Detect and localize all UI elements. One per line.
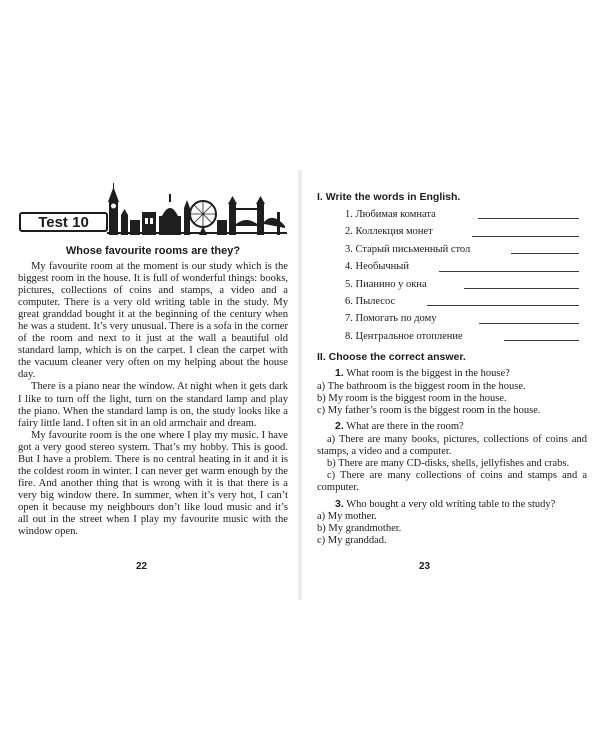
answer-line[interactable] xyxy=(504,340,579,341)
vocab-item: 5. Пианино у окна xyxy=(345,276,587,293)
question xyxy=(317,498,587,548)
answer-line[interactable] xyxy=(511,253,579,254)
answer-option[interactable]: b) There are many CD-disks, shells, jellyfishes and crabs. xyxy=(327,457,570,469)
question-text: 3. Who bought a very old writing table to the study? xyxy=(335,497,556,510)
section-1-heading: I. Write the words in English. xyxy=(317,191,461,203)
reading-text xyxy=(18,245,288,538)
question xyxy=(317,420,587,494)
answer-line[interactable] xyxy=(472,236,579,237)
question xyxy=(317,367,587,417)
vocab-item: 3. Старый письменный стол xyxy=(345,241,587,258)
answer-line[interactable] xyxy=(479,323,579,324)
vocab-list xyxy=(317,206,587,345)
answer-line[interactable] xyxy=(427,305,579,306)
answer-option[interactable]: c) My father’s room is the biggest room in the house. xyxy=(317,404,541,416)
answer-option[interactable]: a) My mother. xyxy=(317,510,377,522)
test-label: Test 10 xyxy=(19,212,108,232)
answer-option[interactable]: a) The bathroom is the biggest room in the house. xyxy=(317,380,526,392)
test-header xyxy=(19,182,287,236)
vocab-item: 7. Помогать по дому xyxy=(345,310,587,327)
answer-option[interactable]: b) My room is the biggest room in the house. xyxy=(317,392,507,404)
vocab-item: 1. Любимая комната xyxy=(345,206,587,223)
question-text: 1. What room is the biggest in the house? xyxy=(335,367,510,380)
answer-line[interactable] xyxy=(464,288,579,289)
answer-line[interactable] xyxy=(439,271,579,272)
paragraph: There is a piano near the window. At night when it gets dark I like to turn off the light, turn on the standard lamp and play the piano. When the standard lamp is on, the study looks like a fairy little land. I often sit in an old armchair and dream. xyxy=(18,381,288,429)
vocab-item: 2. Коллекция монет xyxy=(345,223,587,240)
exercises xyxy=(317,190,587,548)
answer-option[interactable]: c) There are many collections of coins and stamps and a computer. xyxy=(317,470,587,494)
vocab-item: 6. Пылесос xyxy=(345,293,587,310)
question-text: 2. What are there in the room? xyxy=(335,420,464,433)
header-rule xyxy=(107,232,287,234)
answer-option[interactable]: c) My granddad. xyxy=(317,535,387,547)
paragraph: My favourite room is the one where I play my music. I have got a very good stereo system. That’s my hobby. This is good. But I have a problem. There is no central heating in it and it is the coldest room in winter. I can never get warm enough by the fire. And another thing that is wrong with it is that there is a very big window there. In summer, when it’s very hot, I can’t open it because my neighbours don’t like loud music and it’s all out in the street when I play my favourite music with the window open. xyxy=(18,429,288,538)
answer-option[interactable]: b) My grandmother. xyxy=(317,523,402,535)
vocab-item: 4. Необычный xyxy=(345,258,587,275)
page-number-left: 22 xyxy=(136,561,148,572)
paragraph: My favourite room at the moment is our study which is the biggest room in the house. It is full of wonderful things: books, pictures, collections of coins and stamps, a video and a computer. There is a very old writing table in the study. My great granddad bought it at the beginning of the century when he was a student. It’s very unusual. There is a sofa in the corner of the room and next to it just at the wall a beautiful old standard lamp, which is on the carpet. I clean the carpet with the vacuum cleaner very often on my helping about the house day. xyxy=(18,261,288,381)
page-number-right: 23 xyxy=(419,561,431,572)
answer-line[interactable] xyxy=(478,218,579,219)
vocab-item: 8. Центральное отопление xyxy=(345,328,587,345)
answer-option[interactable]: a) There are many books, pictures, collections of coins and stamps, a video and a computer. xyxy=(317,433,587,457)
section-2-heading: II. Choose the correct answer. xyxy=(317,351,466,364)
text-title: Whose favourite rooms are they? xyxy=(65,245,241,257)
london-skyline-icon xyxy=(107,182,287,235)
